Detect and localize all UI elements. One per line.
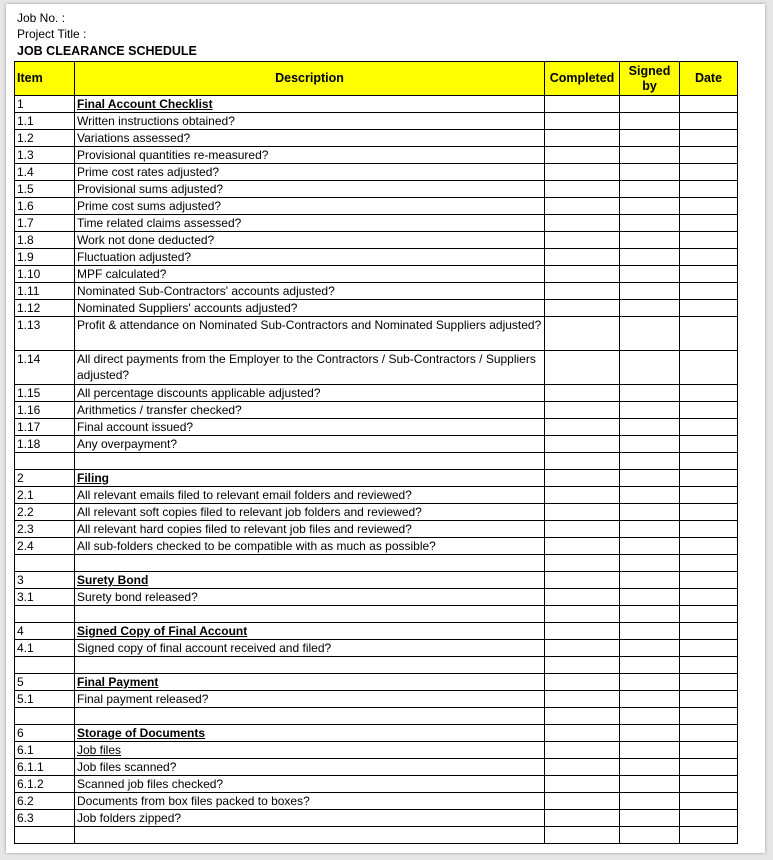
signed-by-cell[interactable] [620,402,680,419]
signed-by-cell[interactable] [620,657,680,674]
signed-by-cell[interactable] [620,759,680,776]
project-title-label: Project Title : [17,27,87,41]
completed-cell[interactable] [545,402,620,419]
description-cell: Provisional quantities re-measured? [75,147,545,164]
description-cell: Provisional sums adjusted? [75,181,545,198]
completed-cell[interactable] [545,487,620,504]
section-heading-cell: Final Account Checklist [75,96,545,113]
completed-cell[interactable] [545,742,620,759]
item-number-cell: 1.7 [15,215,75,232]
signed-by-cell[interactable] [620,419,680,436]
completed-cell[interactable] [545,453,620,470]
item-number-cell: 1.1 [15,113,75,130]
completed-cell[interactable] [545,589,620,606]
completed-cell[interactable] [545,674,620,691]
table-row [15,827,738,844]
signed-by-cell[interactable] [620,589,680,606]
completed-cell[interactable] [545,504,620,521]
date-cell[interactable] [680,521,738,538]
completed-cell[interactable] [545,623,620,640]
signed-by-cell[interactable] [620,504,680,521]
date-cell[interactable] [680,470,738,487]
description-cell: All sub-folders checked to be compatible with as much as possible? [75,538,545,555]
table-body [15,96,738,844]
description-cell: All relevant soft copies filed to relevant job folders and reviewed? [75,504,545,521]
table-row [15,436,738,453]
item-number-cell: 1.5 [15,181,75,198]
completed-cell[interactable] [545,317,620,351]
description-cell: MPF calculated? [75,266,545,283]
signed-by-cell[interactable] [620,436,680,453]
completed-cell[interactable] [545,385,620,402]
date-cell[interactable] [680,606,738,623]
signed-by-cell[interactable] [620,164,680,181]
table-row [15,453,738,470]
signed-by-cell[interactable] [620,266,680,283]
date-cell[interactable] [680,198,738,215]
item-number-cell [15,555,75,572]
date-cell[interactable] [680,283,738,300]
date-cell[interactable] [680,725,738,742]
date-cell[interactable] [680,351,738,385]
item-number-cell: 2 [15,470,75,487]
table-row [15,691,738,708]
item-number-cell: 6.1.1 [15,759,75,776]
description-cell: Job files scanned? [75,759,545,776]
signed-by-cell[interactable] [620,317,680,351]
item-number-cell: 6.1.2 [15,776,75,793]
schedule-title: JOB CLEARANCE SCHEDULE [17,44,197,58]
signed-by-cell[interactable] [620,113,680,130]
table-row [15,402,738,419]
completed-cell[interactable] [545,130,620,147]
date-cell[interactable] [680,759,738,776]
date-cell[interactable] [680,742,738,759]
table-row [15,538,738,555]
completed-cell[interactable] [545,810,620,827]
completed-cell[interactable] [545,572,620,589]
date-cell[interactable] [680,640,738,657]
item-number-cell: 2.2 [15,504,75,521]
signed-by-cell[interactable] [620,130,680,147]
completed-cell[interactable] [545,521,620,538]
item-number-cell [15,453,75,470]
job-no-label: Job No. : [17,11,66,25]
signed-by-cell[interactable] [620,555,680,572]
item-number-cell: 1.15 [15,385,75,402]
description-cell: Final account issued? [75,419,545,436]
column-header-signed-by: Signed by [620,62,680,96]
table-row [15,674,738,691]
completed-cell[interactable] [545,708,620,725]
table-row [15,232,738,249]
description-cell: All percentage discounts applicable adjusted? [75,385,545,402]
completed-cell[interactable] [545,113,620,130]
item-number-cell: 1.6 [15,198,75,215]
signed-by-cell[interactable] [620,198,680,215]
table-row [15,555,738,572]
table-row [15,521,738,538]
date-cell[interactable] [680,402,738,419]
signed-by-cell[interactable] [620,181,680,198]
signed-by-cell[interactable] [620,742,680,759]
item-number-cell: 1.12 [15,300,75,317]
date-cell[interactable] [680,419,738,436]
signed-by-cell[interactable] [620,538,680,555]
table-row [15,283,738,300]
date-cell[interactable] [680,385,738,402]
table-row [15,215,738,232]
table-row [15,130,738,147]
completed-cell[interactable] [545,827,620,844]
date-cell[interactable] [680,232,738,249]
completed-cell[interactable] [545,351,620,385]
description-cell: Job files [75,742,545,759]
section-heading-cell: Filing [75,470,545,487]
table-row [15,351,738,385]
date-cell[interactable] [680,113,738,130]
item-number-cell: 2.4 [15,538,75,555]
completed-cell[interactable] [545,419,620,436]
description-cell: Scanned job files checked? [75,776,545,793]
table-row [15,759,738,776]
completed-cell[interactable] [545,215,620,232]
item-number-cell: 1.16 [15,402,75,419]
date-cell[interactable] [680,793,738,810]
table-row [15,470,738,487]
section-heading-cell: Surety Bond [75,572,545,589]
date-cell[interactable] [680,555,738,572]
signed-by-cell[interactable] [620,249,680,266]
signed-by-cell[interactable] [620,487,680,504]
completed-cell[interactable] [545,266,620,283]
completed-cell[interactable] [545,470,620,487]
date-cell[interactable] [680,249,738,266]
table-row [15,708,738,725]
table-row [15,266,738,283]
completed-cell[interactable] [545,793,620,810]
document-page [6,4,765,853]
date-cell[interactable] [680,453,738,470]
table-row [15,300,738,317]
completed-cell[interactable] [545,283,620,300]
signed-by-cell[interactable] [620,521,680,538]
description-cell: Nominated Sub-Contractors' accounts adjusted? [75,283,545,300]
signed-by-cell[interactable] [620,470,680,487]
date-cell[interactable] [680,504,738,521]
column-header-completed: Completed [545,62,620,96]
description-cell: All direct payments from the Employer to the Contractors / Sub-Contractors / Suppliers adjusted? [75,351,545,385]
completed-cell[interactable] [545,538,620,555]
description-cell: Work not done deducted? [75,232,545,249]
date-cell[interactable] [680,266,738,283]
item-number-cell [15,708,75,725]
description-cell: Any overpayment? [75,436,545,453]
table-row [15,589,738,606]
item-number-cell: 3.1 [15,589,75,606]
signed-by-cell[interactable] [620,623,680,640]
table-row [15,623,738,640]
date-cell[interactable] [680,215,738,232]
completed-cell[interactable] [545,776,620,793]
completed-cell[interactable] [545,640,620,657]
item-number-cell: 1.2 [15,130,75,147]
section-heading-cell: Storage of Documents [75,725,545,742]
item-number-cell: 1.11 [15,283,75,300]
column-header-date: Date [680,62,738,96]
signed-by-cell[interactable] [620,827,680,844]
date-cell[interactable] [680,827,738,844]
item-number-cell: 5 [15,674,75,691]
table-row [15,487,738,504]
description-cell: All relevant emails filed to relevant email folders and reviewed? [75,487,545,504]
table-row [15,249,738,266]
completed-cell[interactable] [545,249,620,266]
signed-by-cell[interactable] [620,776,680,793]
item-number-cell: 3 [15,572,75,589]
signed-by-cell[interactable] [620,300,680,317]
item-number-cell: 1 [15,96,75,113]
signed-by-cell[interactable] [620,708,680,725]
item-number-cell [15,827,75,844]
date-cell[interactable] [680,436,738,453]
date-cell[interactable] [680,487,738,504]
date-cell[interactable] [680,810,738,827]
description-cell [75,827,545,844]
table-row [15,385,738,402]
date-cell[interactable] [680,589,738,606]
signed-by-cell[interactable] [620,215,680,232]
column-header-description: Description [75,62,545,96]
date-cell[interactable] [680,623,738,640]
signed-by-cell[interactable] [620,640,680,657]
table-header-row [15,62,738,96]
item-number-cell: 6.3 [15,810,75,827]
item-number-cell [15,657,75,674]
description-cell: All relevant hard copies filed to relevant job files and reviewed? [75,521,545,538]
description-cell: Final payment released? [75,691,545,708]
description-cell: Time related claims assessed? [75,215,545,232]
item-number-cell: 1.13 [15,317,75,351]
signed-by-cell[interactable] [620,691,680,708]
table-row [15,776,738,793]
description-cell: Documents from box files packed to boxes? [75,793,545,810]
item-number-cell: 1.4 [15,164,75,181]
date-cell[interactable] [680,708,738,725]
item-number-cell: 4.1 [15,640,75,657]
date-cell[interactable] [680,674,738,691]
table-row [15,317,738,351]
item-number-cell: 6.1 [15,742,75,759]
completed-cell[interactable] [545,555,620,572]
table-row [15,810,738,827]
signed-by-cell[interactable] [620,147,680,164]
description-cell: Signed copy of final account received and filed? [75,640,545,657]
signed-by-cell[interactable] [620,572,680,589]
description-cell: Written instructions obtained? [75,113,545,130]
completed-cell[interactable] [545,164,620,181]
item-number-cell: 1.17 [15,419,75,436]
description-cell [75,657,545,674]
signed-by-cell[interactable] [620,232,680,249]
item-number-cell: 1.10 [15,266,75,283]
table-row [15,725,738,742]
completed-cell[interactable] [545,725,620,742]
completed-cell[interactable] [545,181,620,198]
section-heading-cell: Signed Copy of Final Account [75,623,545,640]
date-cell[interactable] [680,691,738,708]
description-cell: Fluctuation adjusted? [75,249,545,266]
completed-cell[interactable] [545,759,620,776]
date-cell[interactable] [680,96,738,113]
item-number-cell: 6 [15,725,75,742]
description-cell: Profit & attendance on Nominated Sub-Contractors and Nominated Suppliers adjusted? [75,317,545,351]
item-number-cell: 4 [15,623,75,640]
signed-by-cell[interactable] [620,385,680,402]
date-cell[interactable] [680,572,738,589]
date-cell[interactable] [680,147,738,164]
table-row [15,164,738,181]
column-header-item: Item [15,62,75,96]
table-row [15,742,738,759]
date-cell[interactable] [680,181,738,198]
date-cell[interactable] [680,130,738,147]
signed-by-cell[interactable] [620,793,680,810]
item-number-cell: 2.3 [15,521,75,538]
item-number-cell: 6.2 [15,793,75,810]
signed-by-cell[interactable] [620,674,680,691]
table-row [15,606,738,623]
item-number-cell: 5.1 [15,691,75,708]
completed-cell[interactable] [545,436,620,453]
table-row [15,147,738,164]
description-cell: Prime cost sums adjusted? [75,198,545,215]
table-row [15,657,738,674]
description-cell: Arithmetics / transfer checked? [75,402,545,419]
signed-by-cell[interactable] [620,351,680,385]
signed-by-cell[interactable] [620,96,680,113]
description-cell [75,606,545,623]
date-cell[interactable] [680,657,738,674]
signed-by-cell[interactable] [620,725,680,742]
item-number-cell: 1.18 [15,436,75,453]
signed-by-cell[interactable] [620,283,680,300]
table-row [15,793,738,810]
item-number-cell [15,606,75,623]
section-heading-cell: Final Payment [75,674,545,691]
date-cell[interactable] [680,164,738,181]
completed-cell[interactable] [545,232,620,249]
item-number-cell: 1.9 [15,249,75,266]
table-row [15,640,738,657]
item-number-cell: 1.8 [15,232,75,249]
date-cell[interactable] [680,300,738,317]
completed-cell[interactable] [545,300,620,317]
table-row [15,419,738,436]
completed-cell[interactable] [545,96,620,113]
description-cell: Prime cost rates adjusted? [75,164,545,181]
description-cell: Nominated Suppliers' accounts adjusted? [75,300,545,317]
table-row [15,181,738,198]
date-cell[interactable] [680,776,738,793]
signed-by-cell[interactable] [620,606,680,623]
date-cell[interactable] [680,317,738,351]
item-number-cell: 1.14 [15,351,75,385]
completed-cell[interactable] [545,147,620,164]
item-number-cell: 2.1 [15,487,75,504]
description-cell [75,555,545,572]
item-number-cell: 1.3 [15,147,75,164]
signed-by-cell[interactable] [620,453,680,470]
clearance-schedule-table [14,61,738,844]
completed-cell[interactable] [545,657,620,674]
completed-cell[interactable] [545,198,620,215]
table-row [15,96,738,113]
completed-cell[interactable] [545,606,620,623]
table-row [15,198,738,215]
completed-cell[interactable] [545,691,620,708]
description-cell [75,708,545,725]
date-cell[interactable] [680,538,738,555]
description-cell: Job folders zipped? [75,810,545,827]
table-row [15,572,738,589]
description-cell: Variations assessed? [75,130,545,147]
signed-by-cell[interactable] [620,810,680,827]
description-cell [75,453,545,470]
description-cell: Surety bond released? [75,589,545,606]
table-row [15,113,738,130]
table-row [15,504,738,521]
